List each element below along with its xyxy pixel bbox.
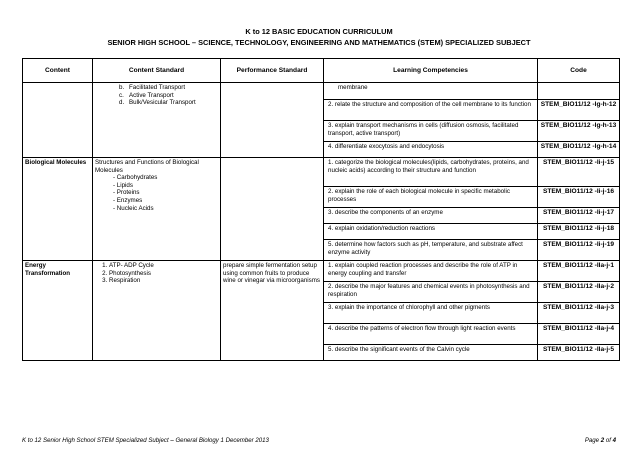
list-item: 2. Photosynthesis bbox=[109, 270, 218, 278]
list-item: Facilitated Transport bbox=[129, 84, 186, 91]
content-cell: Biological Molecules bbox=[23, 158, 93, 261]
table-row bbox=[23, 83, 620, 100]
competency-cell: 5. determine how factors such as pH, temperature, and substrate affect enzyme activity bbox=[324, 240, 538, 261]
list-item: - Proteins bbox=[113, 189, 218, 197]
content-standard-cell: b. Facilitated Transport c. Active Transport d. Bulk/Vesicular Transport bbox=[93, 83, 221, 158]
list-item: Bulk/Vesicular Transport bbox=[129, 99, 196, 107]
list-item: - Nucleic Acids bbox=[113, 205, 218, 213]
code-cell: STEM_BIO11/12 -IIa-j-5 bbox=[538, 345, 620, 361]
list-item: 3. Respiration bbox=[109, 277, 218, 285]
competency-cell: 3. describe the components of an enzyme bbox=[324, 208, 538, 224]
competency-cell: 4. differentiate exocytosis and endocytosis bbox=[324, 142, 538, 158]
competency-cell: 4. explain oxidation/reduction reactions bbox=[324, 224, 538, 240]
footer-document-info: K to 12 Senior High School STEM Specialized Subject – General Biology 1 December 2013 bbox=[22, 437, 269, 444]
code-cell bbox=[538, 83, 620, 100]
table-row bbox=[23, 261, 620, 282]
content-cell bbox=[23, 83, 93, 158]
document-subtitle: SENIOR HIGH SCHOOL – SCIENCE, TECHNOLOGY, ENGINEERING AND MATHEMATICS (STEM) SPECIALIZED SUBJECT bbox=[107, 38, 531, 47]
competency-cell: 2. describe the major features and chemical events in photosynthesis and respiration bbox=[324, 282, 538, 303]
column-header-performance-standard: Performance Standard bbox=[221, 59, 324, 83]
footer-page-number: Page 2 of 4 bbox=[584, 437, 616, 444]
content-standard-cell bbox=[93, 261, 221, 361]
code-cell: STEM_BIO11/12 -Ii-j-19 bbox=[538, 240, 620, 261]
code-cell: STEM_BIO11/12 -IIa-j-3 bbox=[538, 303, 620, 324]
performance-standard-cell bbox=[221, 158, 324, 261]
competency-cell: 2. relate the structure and composition of the cell membrane to its function bbox=[324, 100, 538, 121]
content-standard-title: Structures and Functions of Biological Molecules bbox=[95, 159, 199, 174]
column-header-learning-competencies: Learning Competencies bbox=[324, 59, 538, 83]
code-cell: STEM_BIO11/12 -Ii-j-15 bbox=[538, 158, 620, 187]
code-cell: STEM_BIO11/12 -Ig-h-14 bbox=[538, 142, 620, 158]
code-cell: STEM_BIO11/12 -IIa-j-1 bbox=[538, 261, 620, 282]
competency-cell: 1. explain coupled reaction processes and describe the role of ATP in energy coupling and transfer bbox=[324, 261, 538, 282]
column-header-code: Code bbox=[538, 59, 620, 83]
competency-cell: 5. describe the significant events of the Calvin cycle bbox=[324, 345, 538, 361]
competency-cell: membrane bbox=[324, 83, 538, 100]
competency-cell: 1. categorize the biological molecules(lipids, carbohydrates, proteins, and nucleic acids) according to their structure and function bbox=[324, 158, 538, 187]
performance-standard-cell: prepare simple fermentation setup using common fruits to produce wine or vinegar via microorganisms bbox=[221, 261, 324, 361]
table-row bbox=[23, 158, 620, 187]
code-cell: STEM_BIO11/12 -IIa-j-2 bbox=[538, 282, 620, 303]
code-cell: STEM_BIO11/12 -Ig-h-12 bbox=[538, 100, 620, 121]
content-cell: Energy Transformation bbox=[23, 261, 93, 361]
code-cell: STEM_BIO11/12 -Ii-j-17 bbox=[538, 208, 620, 224]
code-cell: STEM_BIO11/12 -Ii-j-18 bbox=[538, 224, 620, 240]
table-header-row bbox=[23, 59, 620, 83]
competency-cell: 2. explain the role of each biological molecule in specific metabolic processes bbox=[324, 187, 538, 208]
competency-cell: 4. describe the patterns of electron flow through light reaction events bbox=[324, 324, 538, 345]
list-item: 1. ATP- ADP Cycle bbox=[109, 262, 218, 270]
column-header-content-standard: Content Standard bbox=[93, 59, 221, 83]
code-cell: STEM_BIO11/12 -Ii-j-16 bbox=[538, 187, 620, 208]
list-item: - Carbohydrates bbox=[113, 174, 218, 182]
content-standard-cell bbox=[93, 158, 221, 261]
code-cell: STEM_BIO11/12 -IIa-j-4 bbox=[538, 324, 620, 345]
competency-cell: 3. explain the importance of chlorophyll and other pigments bbox=[324, 303, 538, 324]
code-cell: STEM_BIO11/12 -Ig-h-13 bbox=[538, 121, 620, 142]
competency-cell: 3. explain transport mechanisms in cells (diffusion osmosis, facilitated transport, active transport) bbox=[324, 121, 538, 142]
column-header-content: Content bbox=[23, 59, 93, 83]
document-title: K to 12 BASIC EDUCATION CURRICULUM bbox=[245, 27, 393, 36]
list-item: - Lipids bbox=[113, 182, 218, 190]
list-item: - Enzymes bbox=[113, 197, 218, 205]
performance-standard-cell bbox=[221, 83, 324, 158]
list-item: Active Transport bbox=[129, 91, 174, 99]
curriculum-table bbox=[22, 58, 620, 361]
